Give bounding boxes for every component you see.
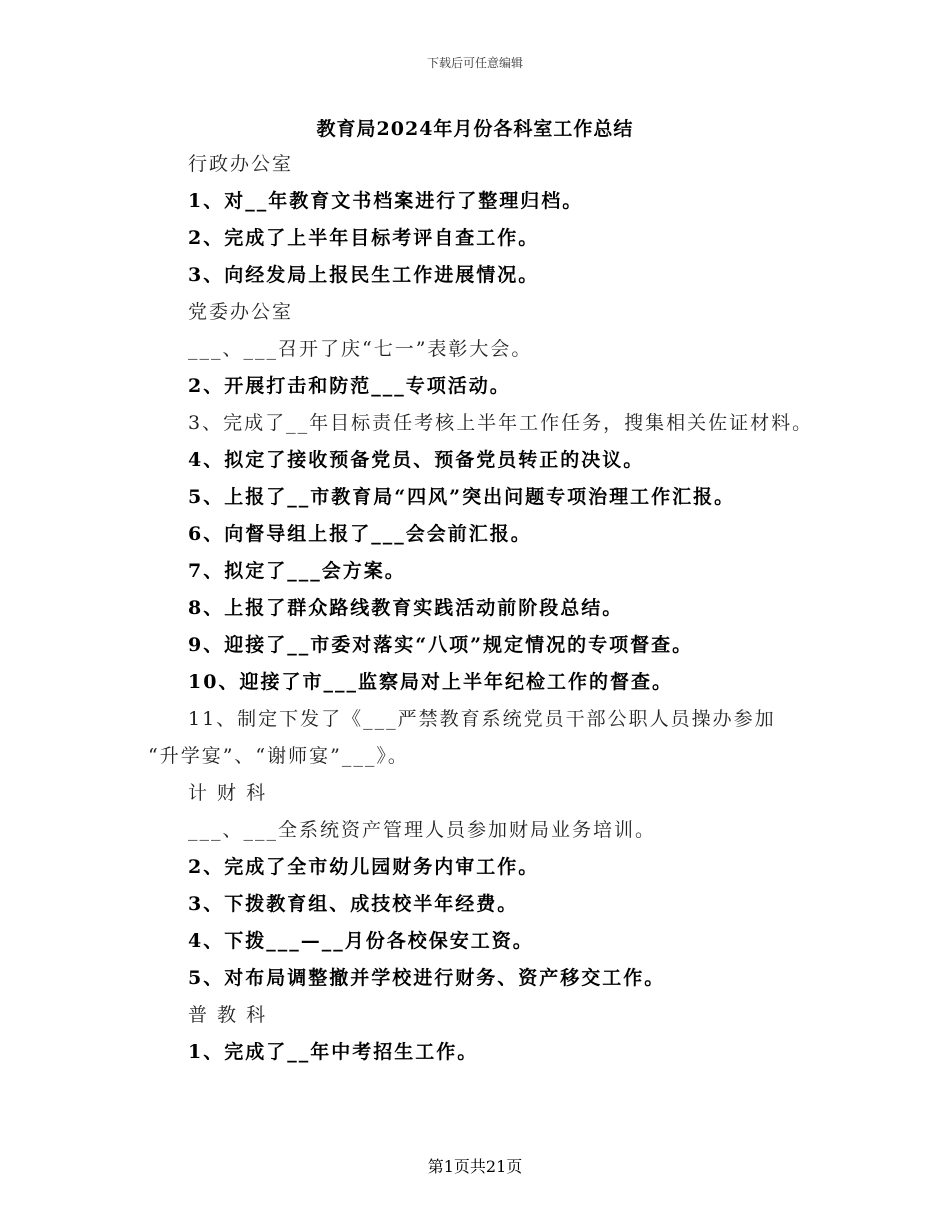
list-item: 2、完成了上半年目标考评自查工作。: [188, 227, 540, 249]
list-item: 8、上报了群众路线教育实践活动前阶段总结。: [188, 597, 624, 619]
page-number: 第1页共21页: [427, 1157, 523, 1176]
document-title: 教育局2024年月份各科室工作总结: [316, 118, 634, 140]
list-item: 3、完成了__年目标责任考核上半年工作任务，搜集相关佐证材料。: [188, 412, 814, 434]
list-item: 1、完成了__年中考招生工作。: [188, 1041, 479, 1063]
section-heading: 普 教 科: [188, 1004, 268, 1026]
section-heading: 计 财 科: [188, 782, 268, 804]
list-item: 4、下拨___—__月份各校保安工资。: [188, 930, 534, 952]
document-body: [148, 146, 848, 1071]
list-item: 4、拟定了接收预备党员、预备党员转正的决议。: [188, 449, 645, 471]
list-item: 10、迎接了市___监察局对上半年纪检工作的督查。: [188, 671, 673, 693]
list-item: 6、向督导组上报了___会会前汇报。: [188, 523, 532, 545]
list-item: 2、完成了全市幼儿园财务内审工作。: [188, 856, 540, 878]
page-header-note: 下载后可任意编辑: [426, 56, 523, 70]
list-item: 5、上报了__市教育局“四风”突出问题专项治理工作汇报。: [188, 486, 736, 508]
list-item: 9、迎接了__市委对落实“八项”规定情况的专项督查。: [188, 634, 694, 656]
list-item: 5、对布局调整撤并学校进行财务、资产移交工作。: [188, 967, 666, 989]
section-heading: 党委办公室: [188, 301, 294, 323]
list-item: 7、拟定了___会方案。: [188, 560, 406, 582]
section-heading: 行政办公室: [188, 153, 294, 175]
list-item-continuation: “升学宴”、“谢师宴”___》。: [148, 745, 409, 767]
list-item: 11、制定下发了《___严禁教育系统党员干部公职人员操办参加: [188, 708, 776, 730]
list-item: 2、开展打击和防范___专项活动。: [188, 375, 511, 397]
list-item: 3、下拨教育组、成技校半年经费。: [188, 893, 519, 915]
list-item: 3、向经发局上报民生工作进展情况。: [188, 264, 540, 286]
list-item: 1、对__年教育文书档案进行了整理归档。: [188, 190, 584, 212]
list-item: ___、___全系统资产管理人员参加财局业务培训。: [188, 819, 657, 841]
list-item: ___、___召开了庆“七一”表彰大会。: [188, 338, 533, 360]
